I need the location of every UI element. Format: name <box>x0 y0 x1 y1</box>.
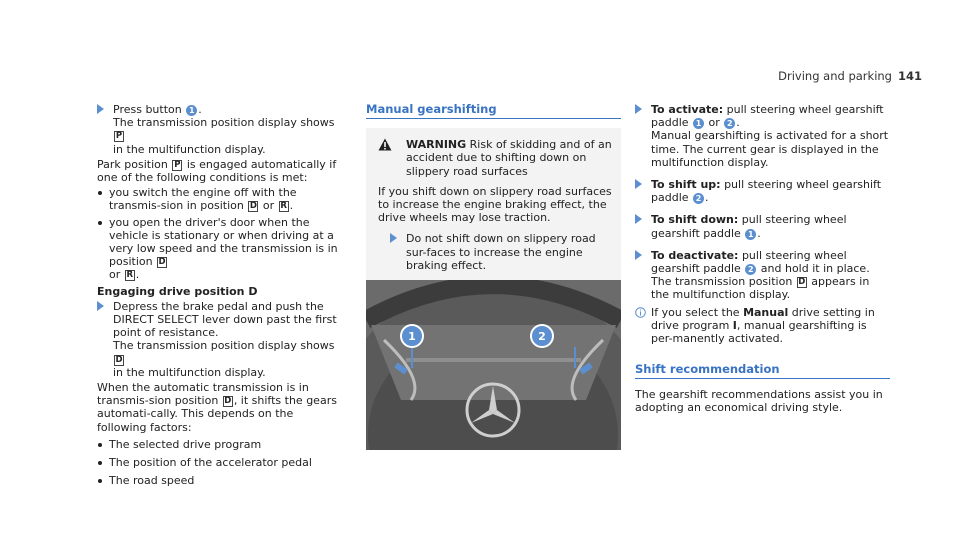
step-text <box>651 103 890 169</box>
recommendation-text: The gearshift recommendations assist you in adopting an economical driving style. <box>635 388 883 415</box>
factor-text: The position of the accelerator pedal <box>109 456 312 470</box>
step-activate <box>635 103 890 169</box>
callout-2-label: 2 <box>538 330 546 343</box>
auto-post: , it shifts the gears automati-cally. This depends on the following factors: <box>97 394 337 434</box>
section-rule <box>366 118 621 119</box>
step-arrow-icon <box>390 233 397 243</box>
conditions-list <box>97 186 342 281</box>
column-2 <box>366 103 621 280</box>
list-item <box>97 438 342 451</box>
step-text <box>651 249 890 302</box>
list-item <box>97 186 342 212</box>
warning-triangle-icon <box>378 138 392 151</box>
activate-post: . <box>736 116 740 130</box>
step-arrow-icon <box>635 179 642 189</box>
column-1 <box>97 103 342 492</box>
list-item <box>97 474 342 487</box>
step2-line3: in the multifunction display. <box>113 365 266 379</box>
key-d-icon: D <box>115 354 123 365</box>
bullet1-pre: you switch the engine off with the transmis-sion in position <box>109 186 297 213</box>
step-text-pre: Press button <box>113 103 182 116</box>
shift-recommendation-section <box>635 363 890 415</box>
step-deactivate <box>635 249 890 302</box>
step-shift-down <box>635 213 890 239</box>
factors-list <box>97 438 342 488</box>
callout-2-icon: 2 <box>745 264 756 275</box>
deactivate-text: pull steering wheel gearshift paddle <box>651 248 847 276</box>
park-post: is engaged automatically if one of the following conditions is met: <box>97 157 337 185</box>
step-arrow-icon <box>635 250 642 260</box>
shift-up-post: . <box>705 191 709 205</box>
key-p-icon: P <box>174 159 181 170</box>
key-r-icon: R <box>126 270 134 281</box>
shift-down-text: pull steering wheel gearshift paddle <box>651 213 847 240</box>
shift-up-label: To shift up: <box>651 178 721 192</box>
list-item <box>97 216 342 282</box>
bullet2-post: . <box>135 268 140 282</box>
key-r-icon: R <box>280 201 287 212</box>
list-item <box>97 456 342 469</box>
step-text <box>651 213 890 239</box>
section-rule <box>635 378 890 379</box>
key-p-icon: P <box>115 131 123 142</box>
bullet2-mid: or <box>109 268 121 282</box>
activate-mid: or <box>708 116 720 130</box>
step-arrow-icon <box>97 301 104 311</box>
warning-body: If you shift down on slippery road surfaces to increase the engine braking effect, the drive wheels may lose traction. <box>378 184 612 225</box>
park-paragraph <box>97 158 342 184</box>
activate-line2: Manual gearshifting is activated for a short time. The current gear is displayed in the multifunction display. <box>651 129 889 169</box>
note-bold2: I <box>732 318 737 332</box>
shift-down-label: To shift down: <box>651 213 739 227</box>
note-text <box>651 306 890 346</box>
step-shift-up <box>635 178 890 204</box>
park-pre: Park position <box>97 157 168 171</box>
bullet1-post: . <box>289 199 294 213</box>
step-text-post: . <box>198 103 202 116</box>
step-arrow-icon <box>635 104 642 114</box>
factor-text: The road speed <box>109 474 195 488</box>
steering-wheel-illustration <box>366 280 621 450</box>
shift-down-post: . <box>757 226 761 240</box>
note <box>635 306 890 346</box>
steering-wheel-image <box>366 280 621 450</box>
callout-1-label: 1 <box>408 330 416 343</box>
step-depress-brake <box>97 300 342 379</box>
header-title: Driving and parking <box>778 69 892 83</box>
step-line3: in the multifunction display. <box>113 142 266 156</box>
callout-1-icon: 1 <box>745 229 756 240</box>
callout-2-icon: 2 <box>693 193 704 204</box>
page-number: 141 <box>897 69 922 83</box>
step-arrow-icon <box>635 214 642 224</box>
note-pre: If you select the <box>651 305 740 319</box>
column-3 <box>635 103 890 345</box>
warning-label: WARNING <box>406 138 467 152</box>
callout-1-icon: 1 <box>693 118 704 129</box>
bullet1-mid: or <box>262 199 275 213</box>
step-line2: The transmission position display shows <box>113 116 335 130</box>
warning-header <box>378 138 613 178</box>
deactivate-mid: and hold it in place. <box>760 262 870 276</box>
step-text <box>651 178 890 204</box>
key-d-icon: D <box>224 396 232 407</box>
subheading-drive-d: Engaging drive position D <box>97 284 258 298</box>
bullet2-pre: you open the driver's door when the vehicle is stationary or when driving at a very low speed and the transmission is in position <box>109 215 338 269</box>
step2-text: Depress the brake pedal and push the DIRECT SELECT lever down past the first point of resistance. <box>113 299 337 340</box>
deactivate-label: To deactivate: <box>651 248 739 262</box>
key-d-icon: D <box>798 277 806 288</box>
step-text <box>113 300 342 379</box>
section-title-shift: Shift recommendation <box>635 362 780 376</box>
info-icon <box>635 307 646 318</box>
deactivate-line2: The transmission position <box>651 275 793 289</box>
factor-text: The selected drive program <box>109 437 262 451</box>
page-header <box>778 70 922 83</box>
activate-text: pull steering wheel gearshift paddle <box>651 103 884 130</box>
note-post: , manual gearshifting is per-manently activated. <box>651 318 867 346</box>
callout-1-icon: 1 <box>186 105 197 116</box>
step-press-button <box>97 103 342 156</box>
callout-2-icon: 2 <box>724 118 735 129</box>
warning-title: Risk of skidding and of an accident due to shifting down on slippery road surfaces <box>406 138 612 178</box>
note-bold: Manual <box>743 305 789 319</box>
warning-box <box>366 128 621 280</box>
shift-up-text: pull steering wheel gearshift paddle <box>651 178 882 205</box>
deactivate-line2b: appears in the multifunction display. <box>651 275 870 302</box>
warning-step-text: Do not shift down on slippery road sur-faces to increase the engine braking effect. <box>406 232 596 272</box>
step-text <box>113 103 342 156</box>
warning-step <box>390 232 613 272</box>
step-arrow-icon <box>97 104 104 114</box>
section-title-manual: Manual gearshifting <box>366 102 497 116</box>
automatic-paragraph <box>97 381 342 434</box>
step2-line2: The transmission position display shows <box>113 339 335 353</box>
key-d-icon: D <box>249 201 257 212</box>
auto-pre: When the automatic transmission is in transmis-sion position <box>97 381 309 408</box>
key-d-icon: D <box>158 257 166 268</box>
activate-label: To activate: <box>651 103 724 116</box>
note-mid: drive setting in drive program <box>651 305 875 332</box>
